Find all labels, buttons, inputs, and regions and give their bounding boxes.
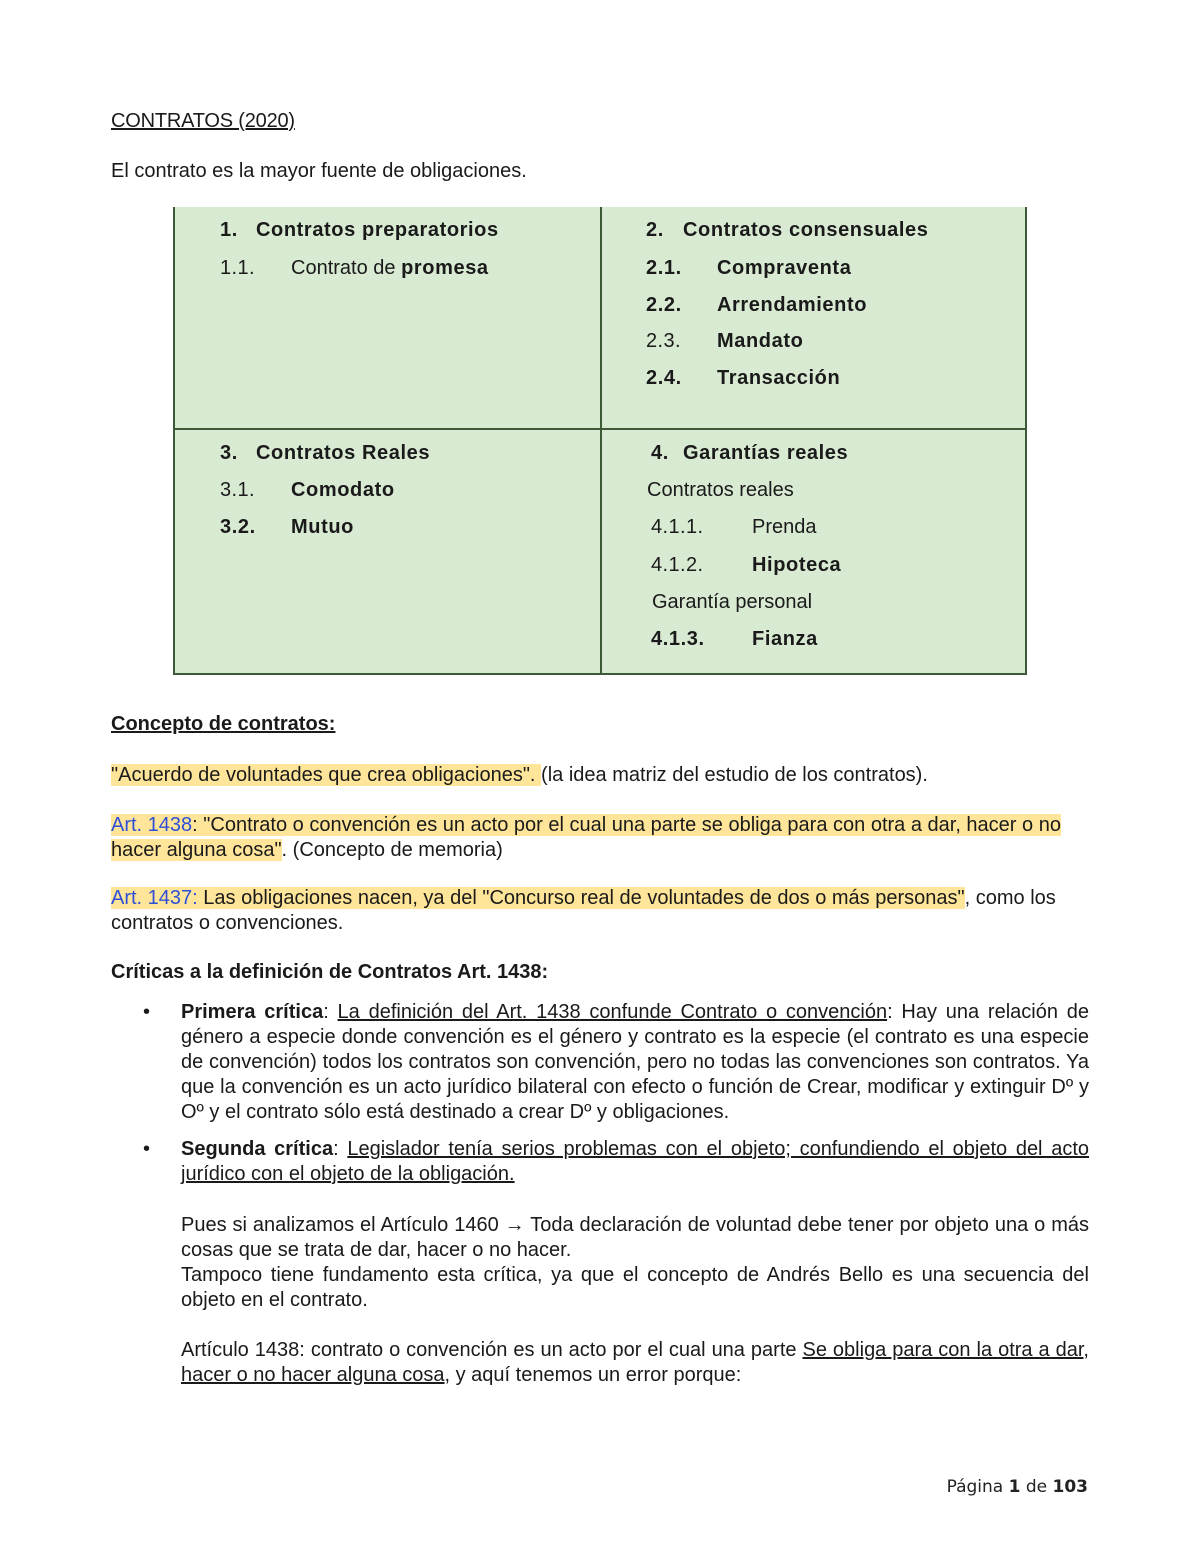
cell4-subheading: Contratos reales	[647, 479, 794, 501]
table-divider-horizontal	[175, 428, 1025, 430]
cell4-item-num: 4.1.2.	[651, 554, 704, 576]
cell3-title: Contratos Reales	[256, 442, 431, 464]
critique-paragraph: Artículo 1438: contrato o convención es un acto por el cual una parte Se obliga para con la otra a dar, hacer o no hacer alguna cosa, y aquí tenemos un error porque:	[181, 1339, 1089, 1386]
cell4-subheading: Garantía personal	[652, 591, 813, 613]
contracts-table	[173, 207, 1027, 675]
art-1437-ref: Art. 1437:	[111, 887, 198, 909]
second-critique: Segunda crítica: Legislador tenía serios problemas con el objeto; confundiendo el objeto del acto jurídico con el objeto de la obligación.	[181, 1138, 1090, 1185]
bullet-icon: •	[143, 1001, 151, 1023]
cell3-item-label: Comodato	[291, 479, 395, 501]
page-number: Página 1 de 103	[946, 1477, 1088, 1497]
table-divider-vertical	[600, 207, 602, 673]
cell2-item-num: 2.4.	[646, 367, 682, 389]
section-heading-concepto: Concepto de contratos:	[111, 713, 336, 735]
document-title: CONTRATOS (2020)	[111, 110, 295, 132]
cell2-item-label: Arrendamiento	[717, 294, 868, 316]
art-1438-ref: Art. 1438	[111, 814, 193, 836]
art-1438-paragraph: Art. 1438: "Contrato o convención es un acto por el cual una parte se obliga para con otra a dar, hacer o no hacer alguna cosa". (Concepto de memoria)	[111, 814, 1061, 861]
cell4-num: 4.	[651, 442, 669, 464]
cell2-item-num: 2.1.	[646, 257, 682, 279]
cell3-item-label: Mutuo	[291, 516, 354, 538]
cell2-item-label: Mandato	[717, 330, 804, 352]
critique-paragraph: Tampoco tiene fundamento esta crítica, ya que el concepto de Andrés Bello es una secuencia del objeto en el contrato.	[181, 1264, 1089, 1311]
cell1-item-num: 1.1.	[220, 257, 255, 279]
cell4-item-label: Hipoteca	[752, 554, 842, 576]
section-heading-criticas: Críticas a la definición de Contratos Art. 1438:	[111, 961, 549, 983]
definition-paragraph: "Acuerdo de voluntades que crea obligaciones". (la idea matriz del estudio de los contratos).	[111, 764, 928, 786]
cell3-item-num: 3.2.	[220, 516, 256, 538]
cell1-item-label: Contrato de promesa	[291, 257, 489, 279]
cell4-item-label: Prenda	[752, 516, 817, 538]
cell2-item-num: 2.3.	[646, 330, 681, 352]
cell3-item-num: 3.1.	[220, 479, 255, 501]
cell4-item-label: Fianza	[752, 628, 818, 650]
critique-paragraph: Pues si analizamos el Artículo 1460 → Toda declaración de voluntad debe tener por objeto una o más cosas que se trata de dar, hacer o no hacer.	[181, 1214, 1089, 1261]
cell4-item-num: 4.1.3.	[651, 628, 705, 650]
cell1-num: 1.	[220, 219, 238, 241]
cell2-item-label: Transacción	[717, 367, 841, 389]
cell2-item-label: Compraventa	[717, 257, 852, 279]
cell1-title: Contratos preparatorios	[256, 219, 499, 241]
cell4-item-num: 4.1.1.	[651, 516, 704, 538]
art-1437-paragraph: Art. 1437: Las obligaciones nacen, ya del "Concurso real de voluntades de dos o más personas", como los contratos o convenciones.	[111, 887, 1056, 934]
cell4-title: Garantías reales	[683, 442, 849, 464]
first-critique: Primera crítica: La definición del Art. 1438 confunde Contrato o convención: Hay una relación de género a especie donde convención es el género y contrato es la especie (el contrato es una especie de convención) todos los contratos son convención, pero no todas las convenciones son contratos. Ya que la convención es un acto jurídico bilateral con efecto o función de Crear, modificar y extinguir Dº y Oº y el contrato sólo está destinado a crear Dº y obligaciones.	[181, 1001, 1089, 1123]
intro-text: El contrato es la mayor fuente de obligaciones.	[111, 160, 527, 182]
cell2-num: 2.	[646, 219, 664, 241]
cell2-title: Contratos consensuales	[683, 219, 929, 241]
cell3-num: 3.	[220, 442, 238, 464]
cell2-item-num: 2.2.	[646, 294, 682, 316]
bullet-icon: •	[143, 1138, 151, 1160]
